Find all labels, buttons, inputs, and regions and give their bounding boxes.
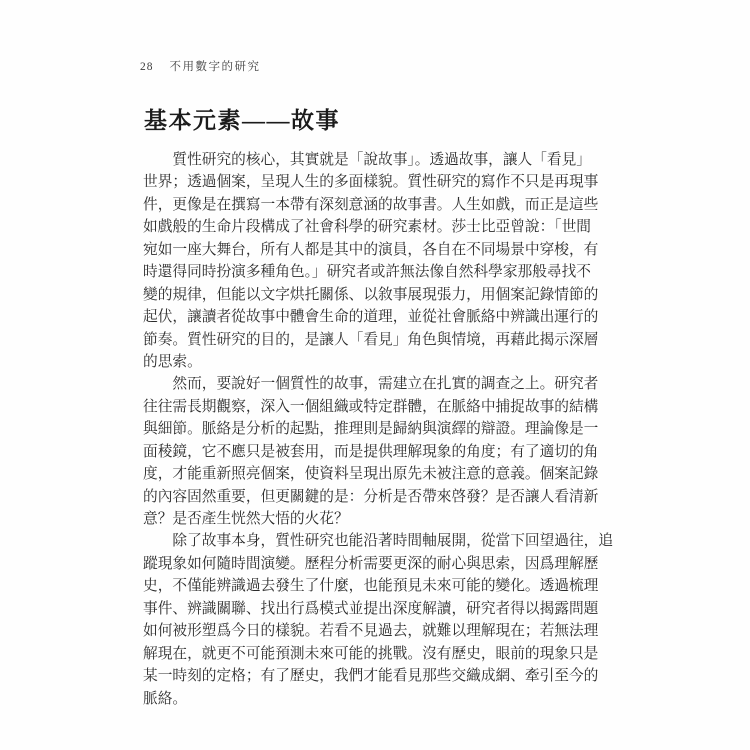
body-text [143,149,614,710]
text-line: 如戲般的生命片段構成了社會科學的研究素材。莎士比亞曾說：「世間 [143,219,591,236]
text-line: 質性研究的核心，其實就是「說故事」。透過故事，讓人「看見」 [172,152,591,168]
paragraph [143,530,614,710]
text-line: 如何被形塑爲今日的樣貌。若看不見過去，就難以理解現在；若無法理 [143,623,599,640]
page-number: 28 [140,61,154,73]
paragraph [143,149,602,373]
text-line: 蹤現象如何隨時間演變。歷程分析需要更深的耐心與思索，因爲理解歷 [143,555,599,572]
text-line: 某一時刻的定格；有了歷史，我們才能看見那些交織成網、牽引至今的 [143,668,599,685]
text-line: 與細節。脈絡是分析的起點，推理則是歸納與演繹的辯證。理論像是一 [143,421,599,438]
page-header [140,58,261,74]
running-head-title: 不用數字的研究 [169,61,261,73]
text-line: 事件、辨識關聯、找出行爲模式並提出深度解讀，研究者得以揭露問題 [143,600,599,617]
text-line: 然而，要說好一個質性的故事，需建立在扎實的調查之上。研究者 [172,376,599,393]
text-line: 節奏。質性研究的目的，是讓人「看見」角色與情境，再藉此揭示深層 [143,331,599,348]
text-line: 度，才能重新照亮個案，使資料呈現出原先未被注意的意義。個案記錄 [143,466,599,483]
text-line: 解現在，就更不可能預測未來可能的挑戰。沒有歷史，眼前的現象只是 [143,645,599,662]
text-line: 變的規律，但能以文字烘托關係、以敘事展現張力，用個案記錄情節的 [143,286,599,303]
text-line: 起伏，讓讀者從故事中體會生命的道理，並從社會脈絡中辨識出運行的 [143,309,599,326]
text-line: 的內容固然重要，但更關鍵的是：分析是否帶來啓發？是否讓人看清新 [143,488,599,505]
text-line: 意？是否產生恍然大悟的火花？ [143,511,349,527]
chapter-title: 基本元素——故事 [144,108,340,133]
text-line: 面稜鏡，它不應只是被套用，而是提供理解現象的角度；有了適切的角 [143,443,599,460]
text-line: 宛如一座大舞台，所有人都是其中的演員，各自在不同場景中穿梭，有 [143,241,599,258]
text-line: 件，更像是在撰寫一本帶有深刻意涵的故事書。人生如戲，而正是這些 [143,196,599,213]
text-line: 往往需長期觀察，深入一個組織或特定群體，在脈絡中捕捉故事的結構 [143,398,599,415]
text-line: 的思索。 [143,353,202,370]
text-line: 脈絡。 [143,690,188,707]
text-line: 史，不僅能辨識過去發生了什麼，也能預見未來可能的變化。透過梳理 [143,578,599,595]
text-line: 除了故事本身，質性研究也能沿著時間軸展開，從當下回望過往，追 [172,533,614,550]
text-line: 世界；透過個案，呈現人生的多面樣貌。質性研究的寫作不只是再現事 [143,174,599,191]
paragraph [143,373,602,530]
text-line: 時還得同時扮演多種角色。」研究者或許無法像自然科學家那般尋找不 [143,264,591,281]
